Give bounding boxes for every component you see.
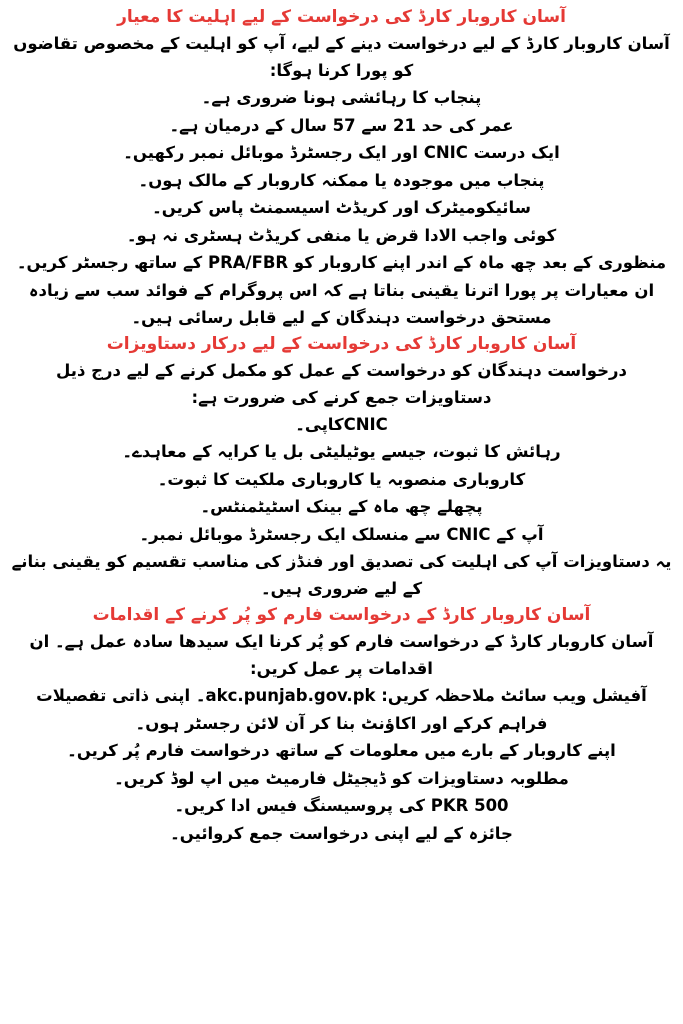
documents-list	[10, 411, 673, 549]
list-item: منظوری کے بعد چھ ماہ کے اندر اپنے کاروبار کو PRA/FBR کے ساتھ رجسٹر کریں۔	[16, 253, 667, 272]
list-item: آپ کے CNIC سے منسلک ایک رجسٹرڈ موبائل نمبر۔	[139, 524, 544, 544]
list-item: عمر کی حد 21 سے 57 سال کے درمیان ہے۔	[169, 115, 514, 135]
list-item: جائزہ کے لیے اپنی درخواست جمع کروائیں۔	[170, 823, 513, 843]
list-item: رہائش کا ثبوت، جیسے یوٹیلیٹی بل یا کرایہ کے معاہدے۔	[122, 442, 561, 461]
criteria-list	[10, 84, 673, 277]
section-intro: آسان کاروبار کارڈ کے درخواست فارم کو پُر کرنا ایک سیدھا سادہ عمل ہے۔ ان اقدامات پر عمل کریں:	[29, 632, 654, 678]
list-item: پنجاب کا رہائشی ہونا ضروری ہے۔	[201, 88, 482, 107]
section-intro: درخواست دہندگان کو درخواست کے عمل کو مکمل کرنے کے لیے درج ذیل دستاویزات جمع کرنے کی ضرورت ہے:	[56, 360, 627, 407]
list-item: آفیشل ویب سائٹ ملاحظہ کریں: akc.punjab.gov.pk۔ اپنی ذاتی تفصیلات فراہم کرکے اور اکاؤنٹ بنا کر آن لائن رجسٹر ہوں۔	[36, 686, 647, 733]
list-item: پچھلے چھ ماہ کے بینک اسٹیٹمنٹس۔	[200, 497, 483, 516]
section-eligibility	[10, 4, 673, 331]
section-steps	[10, 602, 673, 847]
section-outro: ان معیارات پر پورا اترنا یقینی بناتا ہے کہ اس پروگرام کے فوائد سب سے زیادہ مستحق درخواست دہندگان کے لیے قابل رسائی ہیں۔	[28, 280, 655, 327]
section-heading: آسان کاروبار کارڈ کی درخواست کے لیے اہلیت کا معیار	[117, 7, 566, 27]
steps-list	[10, 682, 673, 847]
list-item: ایک درست CNIC اور ایک رجسٹرڈ موبائل نمبر رکھیں۔	[123, 143, 560, 162]
list-item: کوئی واجب الادا قرض یا منفی کریڈٹ ہسٹری نہ ہو۔	[126, 225, 557, 245]
section-intro: آسان کاروبار کارڈ کے لیے درخواست دینے کے لیے، آپ کو اہلیت کے مخصوص تقاضوں کو پورا کرنا ہوگا:	[13, 34, 670, 80]
section-heading: آسان کاروبار کارڈ کی درخواست کے لیے درکار دستاویزات	[106, 333, 577, 354]
list-item: پنجاب میں موجودہ یا ممکنہ کاروبار کے مالک ہوں۔	[138, 170, 545, 190]
list-item: CNICکاپی۔	[295, 414, 388, 434]
list-item: PKR 500 کی پروسیسنگ فیس ادا کریں۔	[174, 796, 509, 815]
section-documents	[10, 331, 673, 603]
list-item: مطلوبہ دستاویزات کو ڈیجیٹل فارمیٹ میں اپ لوڈ کریں۔	[114, 768, 569, 788]
section-outro: یہ دستاویزات آپ کی اہلیت کی تصدیق اور فنڈز کی مناسب تقسیم کو یقینی بنانے کے لیے ضروری ہیں۔	[11, 552, 672, 598]
list-item: کاروباری منصوبہ یا کاروباری ملکیت کا ثبوت۔	[157, 469, 526, 489]
list-item: اپنے کاروبار کے بارے میں معلومات کے ساتھ درخواست فارم پُر کریں۔	[67, 741, 616, 760]
list-item: سائیکومیٹرک اور کریڈٹ اسیسمنٹ پاس کریں۔	[152, 198, 531, 217]
section-heading: آسان کاروبار کارڈ کے درخواست فارم کو پُر کرنے کے اقدامات	[92, 605, 591, 625]
